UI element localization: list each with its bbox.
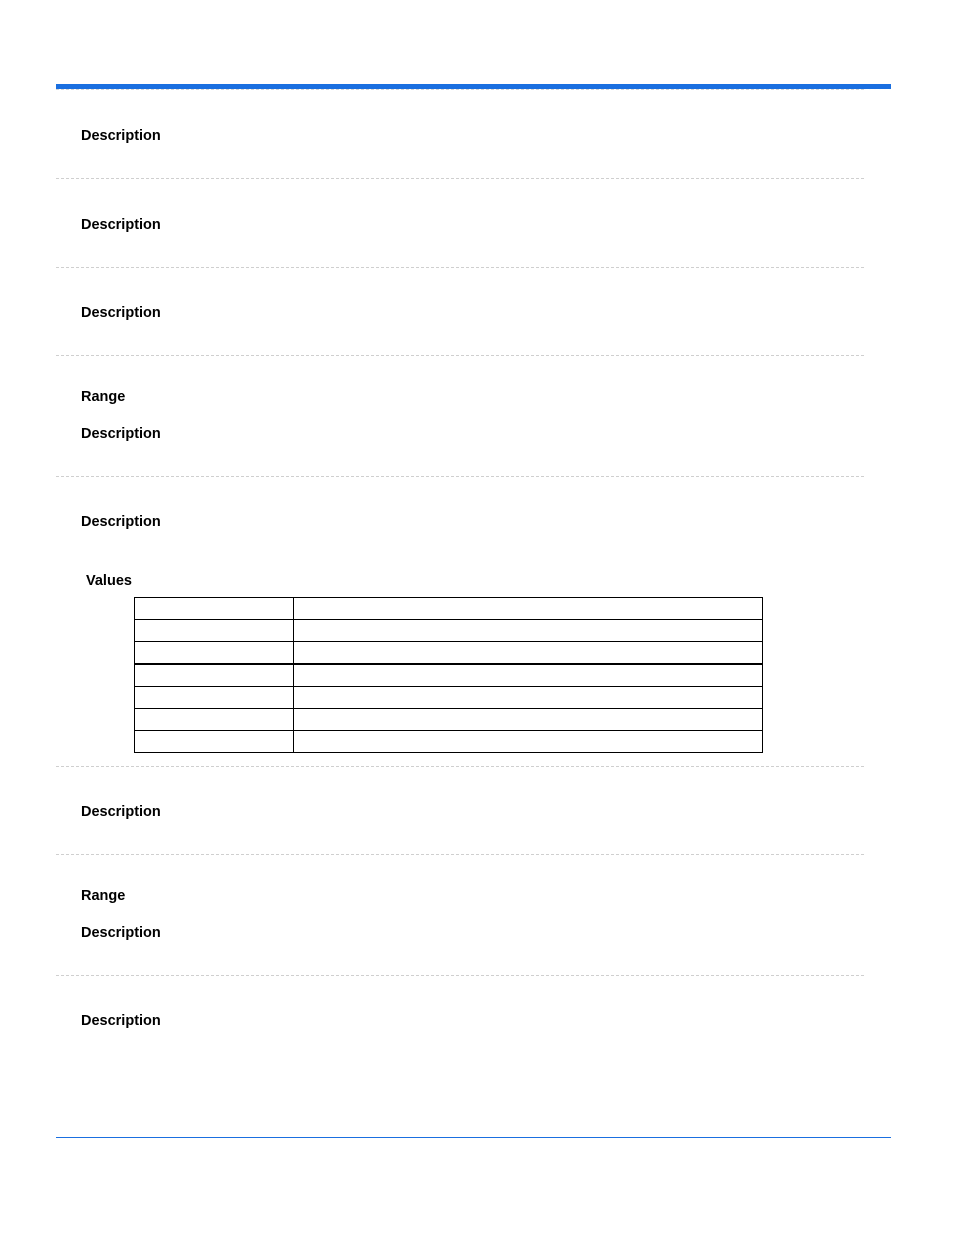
- table-row: [135, 687, 763, 709]
- description-label: Description: [81, 1013, 161, 1029]
- section-divider: [56, 355, 864, 356]
- table-cell-description: [294, 598, 763, 620]
- section-divider: [56, 766, 864, 767]
- table-row: [135, 731, 763, 753]
- table-cell-value: [135, 664, 294, 687]
- range-label: Range: [81, 389, 126, 405]
- values-table: [134, 597, 763, 753]
- range-label: Range: [81, 888, 126, 904]
- table-row: [135, 664, 763, 687]
- table-cell-value: [135, 598, 294, 620]
- description-label: Description: [81, 305, 161, 321]
- table-cell-value: [135, 709, 294, 731]
- values-label: Values: [86, 573, 132, 589]
- table-row: [135, 598, 763, 620]
- table-cell-value: [135, 642, 294, 665]
- table-cell-description: [294, 687, 763, 709]
- description-label: Description: [81, 514, 161, 530]
- table-row: [135, 709, 763, 731]
- description-label: Description: [81, 426, 161, 442]
- section-divider: [56, 854, 864, 855]
- description-label: Description: [81, 217, 161, 233]
- table-cell-description: [294, 731, 763, 753]
- table-cell-value: [135, 731, 294, 753]
- table-cell-description: [294, 709, 763, 731]
- section-divider: [56, 476, 864, 477]
- description-label: Description: [81, 925, 161, 941]
- table-cell-value: [135, 620, 294, 642]
- section-divider: [56, 267, 864, 268]
- header-dashed-rule: [56, 89, 864, 90]
- table-row: [135, 620, 763, 642]
- description-label: Description: [81, 128, 161, 144]
- footer-rule: [56, 1137, 891, 1138]
- table-row: [135, 642, 763, 665]
- table-cell-description: [294, 664, 763, 687]
- table-cell-description: [294, 620, 763, 642]
- section-divider: [56, 975, 864, 976]
- table-cell-description: [294, 642, 763, 665]
- description-label: Description: [81, 804, 161, 820]
- section-divider: [56, 178, 864, 179]
- table-cell-value: [135, 687, 294, 709]
